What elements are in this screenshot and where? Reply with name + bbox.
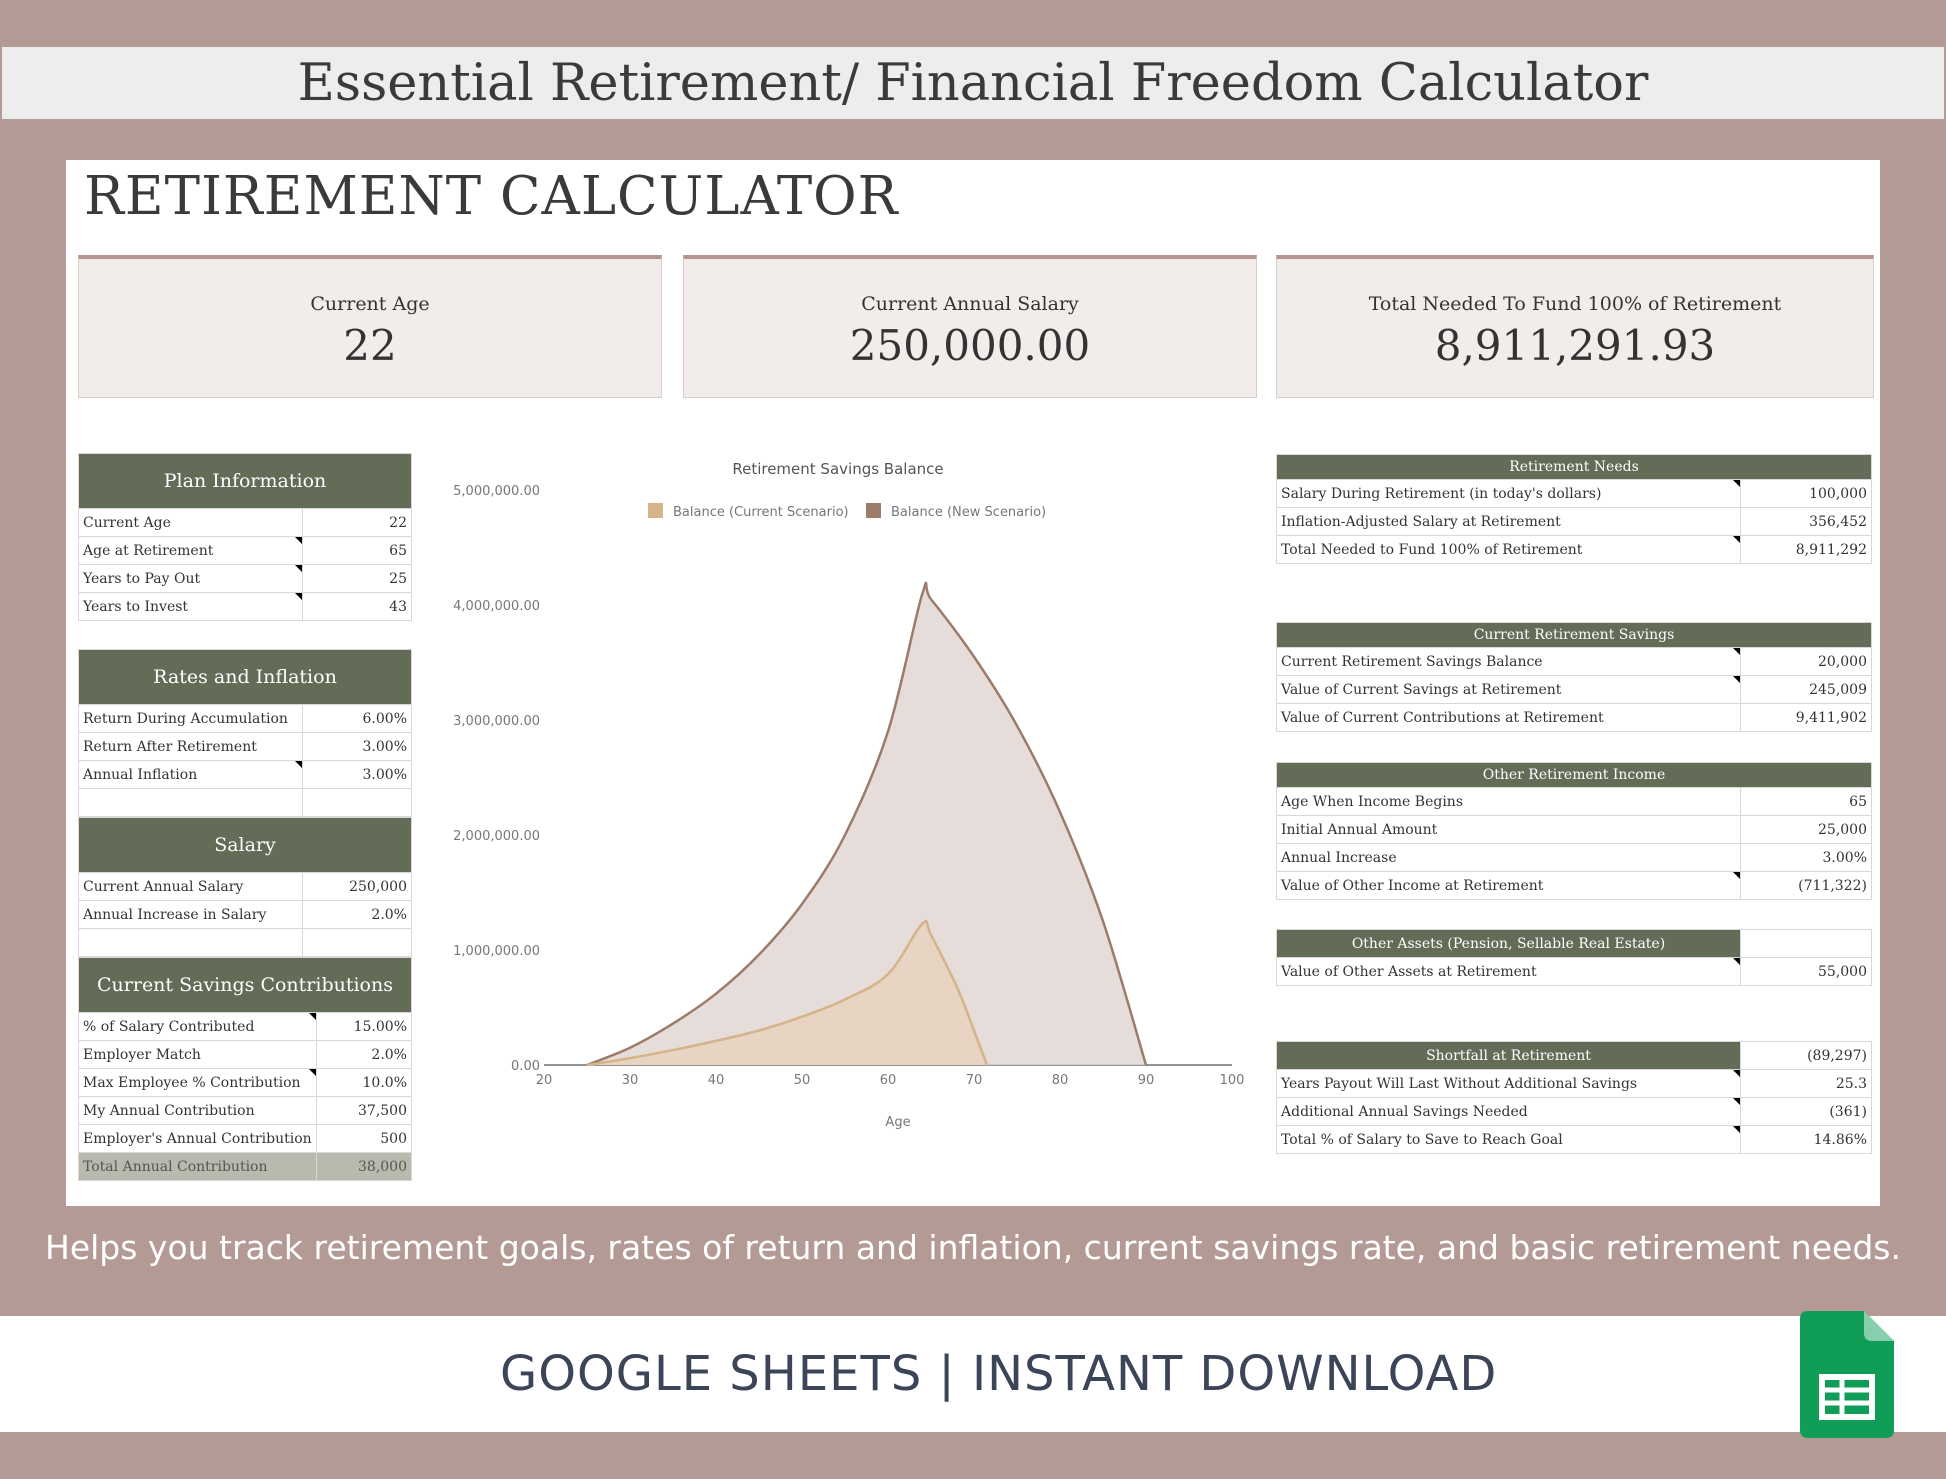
row-label: % of Salary Contributed <box>79 1013 317 1041</box>
x-tick-label: 70 <box>965 1073 983 1088</box>
table-row <box>79 901 412 929</box>
retirement-savings-chart <box>440 450 1260 1150</box>
row-label: Current Annual Salary <box>79 873 303 901</box>
row-label: Additional Annual Savings Needed <box>1277 1098 1741 1126</box>
table-row <box>79 789 412 817</box>
row-value: (361) <box>1741 1098 1872 1126</box>
google-sheets-icon <box>1800 1311 1894 1438</box>
card-label: Current Annual Salary <box>861 293 1079 315</box>
table-row <box>1277 872 1872 900</box>
table-row <box>1277 536 1872 564</box>
row-value[interactable]: 65 <box>1741 788 1872 816</box>
table-row <box>1277 958 1872 986</box>
row-value[interactable]: 100,000 <box>1741 480 1872 508</box>
row-label: Years to Invest <box>79 593 303 621</box>
row-label: Employer Match <box>79 1041 317 1069</box>
row-value[interactable]: 3.00% <box>1741 844 1872 872</box>
x-tick-label: 80 <box>1051 1073 1069 1088</box>
table-row <box>1277 844 1872 872</box>
row-value: 356,452 <box>1741 508 1872 536</box>
banner-title: Essential Retirement/ Financial Freedom Calculator <box>297 53 1649 113</box>
row-label: Salary During Retirement (in today's dollars) <box>1277 480 1741 508</box>
salary-table <box>78 817 412 957</box>
rates-table <box>78 649 412 817</box>
row-value[interactable]: 10.0% <box>316 1069 411 1097</box>
row-value: 37,500 <box>316 1097 411 1125</box>
bottom-bar <box>0 1316 1946 1432</box>
table-row <box>1277 816 1872 844</box>
empty-cell <box>303 789 412 817</box>
other-income-table <box>1276 762 1872 900</box>
chart-title: Retirement Savings Balance <box>732 460 944 478</box>
table-header: Salary <box>79 818 412 873</box>
table-row <box>1277 704 1872 732</box>
table-row <box>79 733 412 761</box>
y-tick-label: 3,000,000.00 <box>453 714 540 729</box>
retirement-needs-table <box>1276 454 1872 564</box>
table-row <box>79 1069 412 1097</box>
table-row <box>79 537 412 565</box>
row-label: My Annual Contribution <box>79 1097 317 1125</box>
row-value[interactable]: 22 <box>303 509 412 537</box>
shortfall-table <box>1276 1041 1872 1154</box>
row-value[interactable]: 6.00% <box>303 705 412 733</box>
table-row <box>79 873 412 901</box>
table-row <box>1277 1070 1872 1098</box>
row-value[interactable]: 2.0% <box>303 901 412 929</box>
table-header: Current Savings Contributions <box>79 958 412 1013</box>
row-label: Inflation-Adjusted Salary at Retirement <box>1277 508 1741 536</box>
row-label: Total Needed to Fund 100% of Retirement <box>1277 536 1741 564</box>
empty-cell <box>79 789 303 817</box>
card-value: 8,911,291.93 <box>1434 321 1716 370</box>
table-row <box>79 1013 412 1041</box>
legend-label: Balance (Current Scenario) <box>673 505 849 520</box>
row-label: Annual Increase in Salary <box>79 901 303 929</box>
card-current-age <box>78 255 662 398</box>
row-value[interactable]: 43 <box>303 593 412 621</box>
table-row <box>79 593 412 621</box>
y-tick-label: 2,000,000.00 <box>453 829 540 844</box>
table-row <box>79 565 412 593</box>
other-assets-table <box>1276 929 1872 986</box>
table-header: Other Retirement Income <box>1277 763 1872 788</box>
legend-label: Balance (New Scenario) <box>891 505 1047 520</box>
row-value[interactable]: 3.00% <box>303 761 412 789</box>
y-tick-label: 0.00 <box>511 1059 540 1074</box>
table-row <box>79 1125 412 1153</box>
row-label: Age When Income Begins <box>1277 788 1741 816</box>
row-label: Value of Current Contributions at Retirement <box>1277 704 1741 732</box>
empty-cell <box>79 929 303 957</box>
current-savings-table <box>1276 622 1872 732</box>
row-value: 9,411,902 <box>1741 704 1872 732</box>
row-value: 245,009 <box>1741 676 1872 704</box>
table-row <box>79 509 412 537</box>
card-label: Total Needed To Fund 100% of Retirement <box>1368 293 1782 315</box>
table-header: Other Assets (Pension, Sellable Real Estate) <box>1277 930 1741 958</box>
cta-text: GOOGLE SHEETS | INSTANT DOWNLOAD <box>500 1346 1498 1402</box>
row-value[interactable]: 25 <box>303 565 412 593</box>
row-label: Employer's Annual Contribution <box>79 1125 317 1153</box>
table-header: Retirement Needs <box>1277 455 1872 480</box>
card-value: 22 <box>343 321 397 370</box>
plan-info-table <box>78 453 412 621</box>
legend-swatch <box>648 503 663 518</box>
row-label: Age at Retirement <box>79 537 303 565</box>
row-label: Max Employee % Contribution <box>79 1069 317 1097</box>
y-tick-label: 4,000,000.00 <box>453 599 540 614</box>
row-label: Value of Other Income at Retirement <box>1277 872 1741 900</box>
legend-swatch <box>866 503 881 518</box>
row-label: Years to Pay Out <box>79 565 303 593</box>
table-row <box>1277 1098 1872 1126</box>
contributions-table <box>78 957 412 1181</box>
table-row <box>1277 508 1872 536</box>
row-label: Annual Increase <box>1277 844 1741 872</box>
row-label: Total Annual Contribution <box>79 1153 317 1181</box>
empty-cell <box>303 929 412 957</box>
row-label: Initial Annual Amount <box>1277 816 1741 844</box>
table-row <box>79 1041 412 1069</box>
table-header: Plan Information <box>79 454 412 509</box>
row-value[interactable]: 2.0% <box>316 1041 411 1069</box>
table-row <box>1277 480 1872 508</box>
card-label: Current Age <box>310 293 430 315</box>
x-tick-label: 90 <box>1137 1073 1155 1088</box>
sheet-title: RETIREMENT CALCULATOR <box>84 166 899 227</box>
empty-cell <box>1741 930 1872 958</box>
row-value[interactable]: 15.00% <box>316 1013 411 1041</box>
table-row <box>79 705 412 733</box>
row-label: Current Age <box>79 509 303 537</box>
table-header: Rates and Inflation <box>79 650 412 705</box>
row-label: Current Retirement Savings Balance <box>1277 648 1741 676</box>
table-row <box>1277 676 1872 704</box>
row-value[interactable]: 65 <box>303 537 412 565</box>
x-tick-label: 40 <box>707 1073 725 1088</box>
x-tick-label: 30 <box>621 1073 639 1088</box>
table-row <box>1277 648 1872 676</box>
row-value[interactable]: 55,000 <box>1741 958 1872 986</box>
table-row <box>1277 1126 1872 1154</box>
table-row-total <box>79 1153 412 1181</box>
table-row <box>79 1097 412 1125</box>
row-value: 8,911,292 <box>1741 536 1872 564</box>
row-value[interactable]: 20,000 <box>1741 648 1872 676</box>
x-axis-label: Age <box>885 1115 911 1130</box>
y-tick-label: 5,000,000.00 <box>453 484 540 499</box>
x-tick-label: 100 <box>1219 1073 1245 1088</box>
table-row <box>79 761 412 789</box>
row-value[interactable]: 250,000 <box>303 873 412 901</box>
table-header: Current Retirement Savings <box>1277 623 1872 648</box>
row-value: 38,000 <box>316 1153 411 1181</box>
row-value[interactable]: 25,000 <box>1741 816 1872 844</box>
table-row <box>1277 788 1872 816</box>
banner <box>2 47 1944 119</box>
card-total-needed <box>1276 255 1874 398</box>
row-label: Return During Accumulation <box>79 705 303 733</box>
table-header: Shortfall at Retirement <box>1277 1042 1741 1070</box>
row-label: Return After Retirement <box>79 733 303 761</box>
card-value: 250,000.00 <box>849 321 1091 370</box>
row-value: (711,322) <box>1741 872 1872 900</box>
row-label: Value of Other Assets at Retirement <box>1277 958 1741 986</box>
card-current-salary <box>683 255 1257 398</box>
row-label: Value of Current Savings at Retirement <box>1277 676 1741 704</box>
row-label: Annual Inflation <box>79 761 303 789</box>
row-value: 14.86% <box>1741 1126 1872 1154</box>
row-value: 500 <box>316 1125 411 1153</box>
shortfall-value: (89,297) <box>1741 1042 1872 1070</box>
x-tick-label: 20 <box>535 1073 553 1088</box>
row-label: Years Payout Will Last Without Additional Savings <box>1277 1070 1741 1098</box>
table-row <box>79 929 412 957</box>
y-tick-label: 1,000,000.00 <box>453 944 540 959</box>
x-tick-label: 60 <box>879 1073 897 1088</box>
row-label: Total % of Salary to Save to Reach Goal <box>1277 1126 1741 1154</box>
footer-description: Helps you track retirement goals, rates of return and inflation, current savings rate, and basic retirement needs. <box>45 1228 1901 1267</box>
x-tick-label: 50 <box>793 1073 811 1088</box>
row-value: 25.3 <box>1741 1070 1872 1098</box>
row-value[interactable]: 3.00% <box>303 733 412 761</box>
